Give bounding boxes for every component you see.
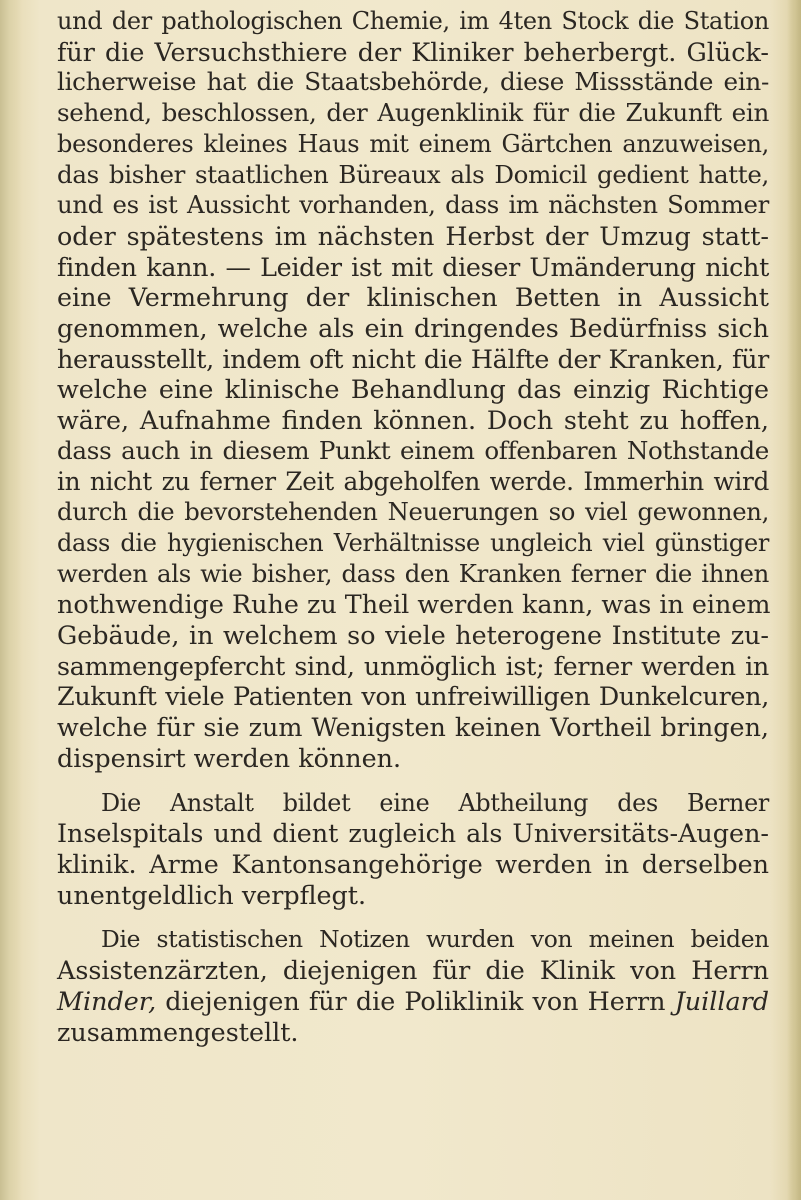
text-line: unentgeldlich verpflegt. (57, 879, 367, 910)
text-line: besonderes kleines Haus mit einem Gärtchen anzuweisen, (57, 129, 769, 158)
body-text (57, 6, 769, 1047)
text-line: genommen, welche als ein dringendes Bedürfniss sich (57, 313, 769, 344)
text-line: dispensirt werden können. (57, 742, 402, 773)
text-line: herausstellt, indem oft nicht die Hälfte der Kranken, für (57, 343, 769, 374)
text-line: dass die hygienischen Verhältnisse ungleich viel günstiger (57, 528, 769, 557)
text-line: Die Anstalt bildet eine Abtheilung des Berner (101, 788, 769, 817)
text-line: licherweise hat die Staatsbehörde, diese Missstände ein- (57, 67, 769, 97)
text-line: Inselspitals und dient zugleich als Universitäts-Augen- (57, 818, 769, 849)
text-line: Die statistischen Notizen wurden von meinen beiden (101, 925, 769, 954)
text-line: welche eine klinische Behandlung das einzig Richtige (57, 374, 769, 405)
text-line: zusammengestellt. (57, 1016, 299, 1047)
text-line: nothwendige Ruhe zu Theil werden kann, was in einem (57, 589, 771, 620)
paragraph-1 (57, 6, 769, 774)
text-line: Zukunft viele Patienten von unfreiwilligen Dunkelcuren, (57, 681, 769, 712)
text-line: finden kann. — Leider ist mit dieser Umänderung nicht (57, 251, 769, 282)
person-name: Juillard (674, 985, 769, 1016)
text-line: für die Versuchsthiere der Kliniker beherbergt. Glück- (57, 36, 769, 67)
text-line: und es ist Aussicht vorhanden, dass im nächsten Sommer (57, 190, 769, 220)
text-fragment: diejenigen für die Poliklinik von Herrn (156, 985, 675, 1016)
page-gutter (0, 0, 22, 1200)
text-line: durch die bevorstehenden Neuerungen so viel gewonnen, (57, 497, 769, 527)
paragraph-2 (57, 788, 769, 911)
paragraph-3 (57, 924, 769, 1047)
text-line: eine Vermehrung der klinischen Betten in Aussicht (57, 282, 769, 313)
text-line: dass auch in diesem Punkt einem offenbaren Nothstande (57, 435, 769, 465)
text-line: Gebäude, in welchem so viele heterogene Institute zu- (57, 620, 769, 651)
text-line: klinik. Arme Kantonsangehörige werden in derselben (57, 848, 769, 879)
text-line: Assistenzärzten, diejenigen für die Klinik von Herrn (57, 955, 769, 986)
text-line: sammengepfercht sind, unmöglich ist; ferner werden in (57, 650, 769, 681)
text-line: in nicht zu ferner Zeit abgeholfen werde. Immerhin wird (57, 466, 769, 496)
text-line: oder spätestens im nächsten Herbst der Umzug statt- (57, 220, 769, 251)
text-line: welche für sie zum Wenigsten keinen Vortheil bringen, (57, 712, 769, 743)
text-line: sehend, beschlossen, der Augenklinik für die Zukunft ein (57, 98, 769, 128)
text-line: und der pathologischen Chemie, im 4ten Stock die Station (57, 7, 769, 35)
person-name: Minder, (57, 985, 157, 1016)
page-edge (787, 0, 801, 1200)
text-line (57, 986, 769, 1017)
text-line: das bisher staatlichen Büreaux als Domicil gedient hatte, (57, 159, 769, 189)
text-line: wäre, Aufnahme finden können. Doch steht zu hoffen, (57, 405, 769, 436)
text-line: werden als wie bisher, dass den Kranken ferner die ihnen (57, 558, 769, 588)
